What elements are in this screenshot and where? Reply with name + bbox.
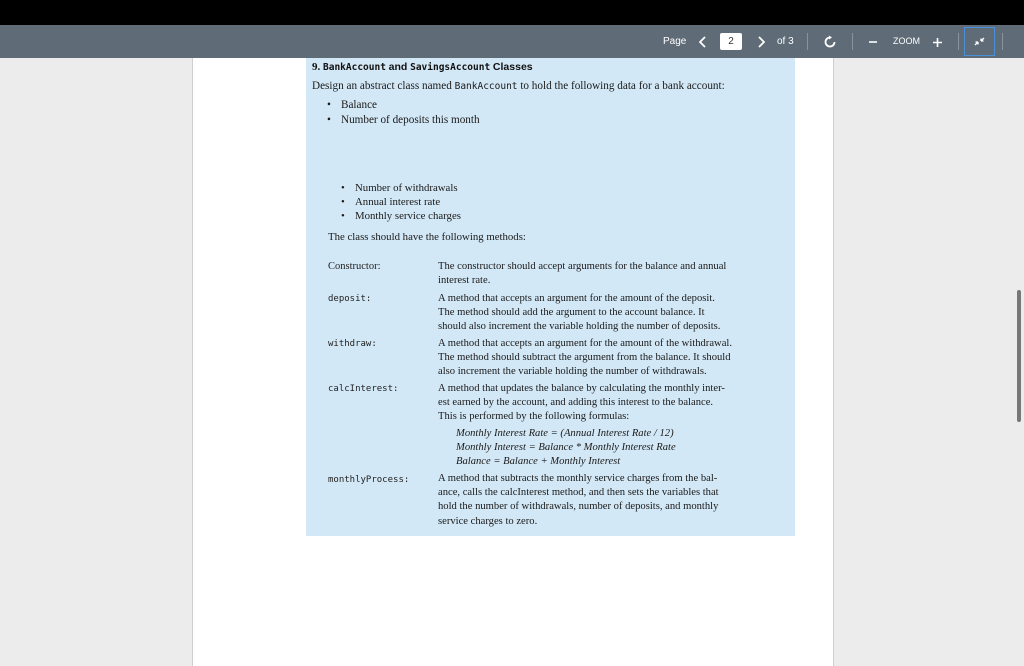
minus-icon	[868, 37, 878, 47]
divider	[958, 33, 959, 50]
divider	[807, 33, 808, 50]
desc-line: A method that accepts an argument for the amount of the withdrawal.	[438, 338, 732, 349]
method-name-withdraw: withdraw:	[328, 339, 377, 349]
bullet-item: • Balance	[341, 99, 377, 111]
zoom-out-button[interactable]	[866, 25, 880, 58]
desc-line: est earned by the account, and adding this interest to the balance.	[438, 397, 714, 409]
heading-tail: Classes	[492, 61, 533, 73]
bullet-item: • Annual interest rate	[355, 196, 440, 208]
exercise-heading	[312, 61, 533, 73]
zoom-label: ZOOM	[893, 36, 920, 46]
heading-and: and	[388, 61, 408, 73]
method-desc-constructor	[438, 260, 764, 288]
intro-a: Design an abstract class named	[312, 80, 452, 92]
rotate-icon	[823, 35, 837, 49]
method-desc-withdraw	[438, 337, 764, 380]
intro-text	[312, 80, 725, 92]
desc-line: also increment the variable holding the number of withdrawals.	[438, 366, 707, 378]
formula-line: Monthly Interest Rate = (Annual Interest Rate / 12)	[456, 428, 674, 439]
page-label: Page	[663, 36, 687, 47]
prev-page-button[interactable]	[695, 25, 711, 58]
next-page-button[interactable]	[753, 25, 769, 58]
heading-code-bankaccount: BankAccount	[323, 62, 386, 73]
page-count: of 3	[777, 36, 794, 47]
desc-line: This is performed by the following formulas:	[438, 411, 630, 423]
formula-line: Balance = Balance + Monthly Interest	[456, 456, 621, 467]
intro-code: BankAccount	[454, 81, 518, 92]
method-name-monthlyprocess: monthlyProcess:	[328, 475, 410, 485]
plus-icon	[932, 37, 943, 48]
desc-line: service charges to zero.	[438, 515, 538, 527]
desc-line: A method that subtracts the monthly service charges from the bal-	[438, 473, 718, 484]
chevron-left-icon	[699, 36, 707, 48]
chevron-right-icon	[757, 36, 765, 48]
bullet-item: • Number of deposits this month	[341, 114, 480, 126]
desc-line: A method that accepts an argument for the amount of the deposit.	[438, 293, 715, 304]
desc-line: A method that updates the balance by calculating the monthly inter-	[438, 383, 725, 394]
scrollbar[interactable]	[1017, 290, 1021, 422]
divider	[852, 33, 853, 50]
formula-line: Monthly Interest = Balance * Monthly Interest Rate	[456, 442, 676, 453]
method-name-constructor: Constructor:	[328, 261, 381, 272]
methods-intro: The class should have the following methods:	[328, 231, 526, 243]
exit-fullscreen-button[interactable]	[964, 27, 995, 56]
top-bar	[0, 0, 1024, 25]
zoom-in-button[interactable]	[930, 25, 944, 58]
rotate-button[interactable]	[820, 25, 840, 58]
page-number-input[interactable]: 2	[720, 33, 742, 50]
desc-line: should also increment the variable holding the number of deposits.	[438, 321, 721, 333]
method-desc-monthlyprocess	[438, 472, 764, 529]
desc-line: hold the number of withdrawals, number of deposits, and monthly	[438, 501, 719, 513]
desc-line: ance, calls the calcInterest method, and then sets the variables that	[438, 487, 719, 499]
method-desc-calcinterest	[438, 382, 764, 425]
method-name-calcinterest: calcInterest:	[328, 384, 399, 394]
desc-line: interest rate.	[438, 275, 491, 287]
divider	[1002, 33, 1003, 50]
bullet-item: • Monthly service charges	[355, 210, 461, 222]
pdf-toolbar	[0, 25, 1024, 58]
desc-line: The method should subtract the argument from the balance. It should	[438, 352, 731, 364]
desc-line: The method should add the argument to the account balance. It	[438, 307, 705, 319]
intro-b: to hold the following data for a bank account:	[520, 80, 725, 92]
bullet-item: • Number of withdrawals	[355, 182, 458, 194]
desc-line: The constructor should accept arguments for the balance and annual	[438, 261, 727, 272]
method-desc-deposit	[438, 292, 764, 335]
method-name-deposit: deposit:	[328, 294, 372, 304]
collapse-icon	[965, 28, 994, 55]
heading-number: 9.	[312, 61, 321, 73]
heading-code-savingsaccount: SavingsAccount	[410, 62, 491, 73]
